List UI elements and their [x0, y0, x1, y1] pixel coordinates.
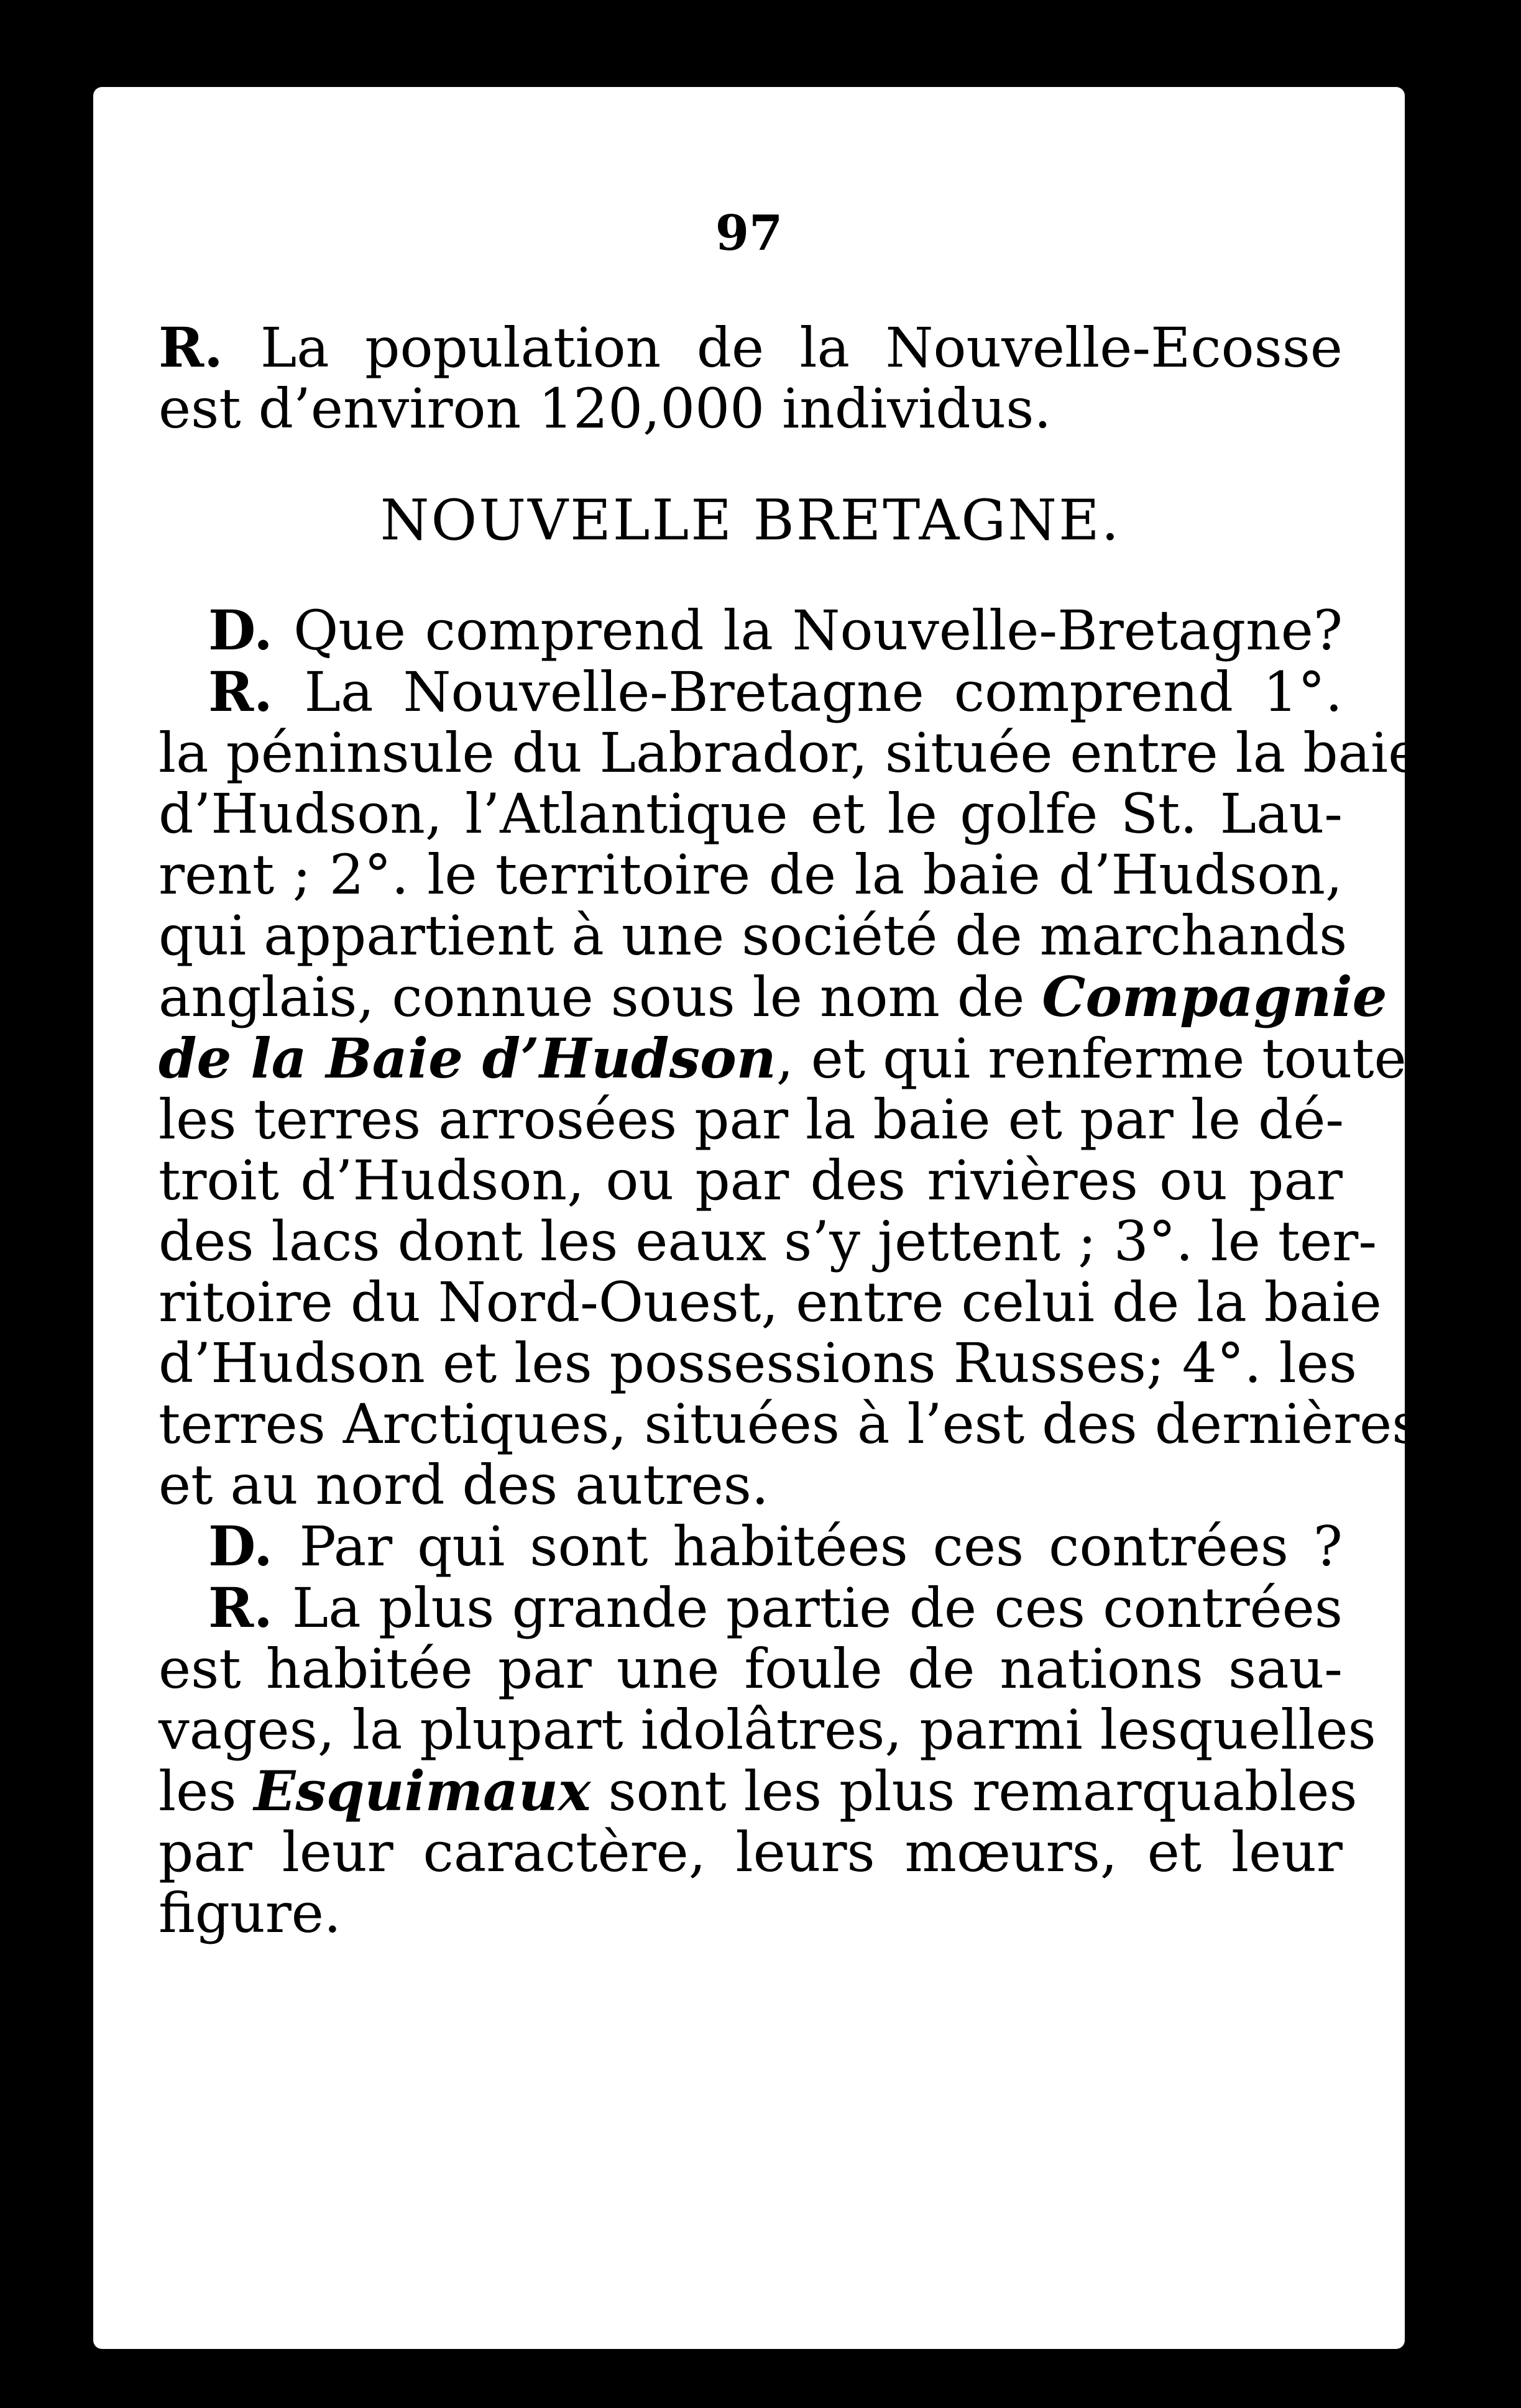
text-run: La population de la Nouvelle-Ecosse — [260, 316, 1343, 380]
text-line — [159, 1209, 1377, 1273]
answer-paragraph — [159, 659, 1438, 1517]
text-run: d’Hudson et les possessions Russes; 4°. les — [159, 1331, 1358, 1395]
text-line — [159, 1698, 1376, 1762]
text-line — [159, 1026, 1435, 1091]
text-line — [159, 964, 1387, 1029]
page-text — [159, 315, 1438, 1945]
text-run: anglais, connue sous le nom de — [159, 965, 1042, 1029]
text-line — [159, 1822, 1343, 1883]
page-number: 97 — [715, 205, 783, 262]
text-line — [159, 1331, 1358, 1395]
italic-term: Esquimaux — [254, 1759, 591, 1823]
text-line — [159, 661, 1343, 723]
text-line — [159, 1639, 1343, 1700]
italic-term: de la Baie d’Hudson — [159, 1026, 776, 1091]
speaker-label: R. — [208, 659, 305, 724]
text-line — [159, 317, 1343, 378]
text-line — [159, 845, 1343, 905]
text-line — [159, 904, 1348, 968]
intro-paragraph — [159, 317, 1343, 439]
answer-paragraph — [159, 1575, 1376, 1945]
speaker-label: D. — [208, 598, 294, 662]
text-run: la péninsule du Labrador, située entre la baie — [159, 721, 1421, 785]
text-run: La plus grande partie de ces contrées — [292, 1576, 1343, 1640]
text-run: vages, la plupart idolâtres, parmi lesquelles — [159, 1698, 1376, 1762]
text-run: qui appartient à une société de marchands — [159, 904, 1348, 968]
book-page — [93, 87, 1438, 2349]
text-run: rent ; 2°. le territoire de la baie d’Hudson, — [159, 843, 1343, 907]
text-line — [159, 378, 1343, 439]
text-run: des lacs dont les eaux s’y jettent ; 3°. le ter- — [159, 1209, 1377, 1273]
text-line — [159, 1150, 1343, 1211]
italic-term: Compagnie — [1042, 964, 1387, 1029]
text-line — [159, 1392, 1438, 1456]
text-line — [159, 1089, 1343, 1150]
speaker-label: R. — [159, 315, 260, 380]
text-run: par leur caractère, leurs mœurs, et leur — [159, 1820, 1343, 1884]
question-answer-section — [159, 598, 1438, 1945]
text-run: figure. — [159, 1881, 341, 1945]
text-line — [159, 1270, 1382, 1334]
section-heading: NOUVELLE BRETAGNE. — [380, 488, 1121, 553]
text-line — [159, 784, 1343, 845]
question-paragraph — [159, 1516, 1343, 1577]
text-run: les — [159, 1759, 254, 1823]
text-run: La Nouvelle-Bretagne comprend 1°. — [304, 660, 1343, 724]
text-run: est habitée par une foule de nations sau- — [159, 1637, 1343, 1701]
text-run: et au nord des autres. — [159, 1453, 769, 1517]
text-run: les terres arrosées par la baie et par le dé- — [159, 1087, 1344, 1151]
text-run: sont les plus remarquables — [590, 1759, 1358, 1823]
text-line — [159, 721, 1421, 785]
question-paragraph — [159, 600, 1343, 661]
text-run: est d’environ 120,000 individus. — [159, 377, 1052, 441]
text-line — [159, 600, 1343, 661]
text-line — [159, 1516, 1343, 1577]
text-run: terres Arctiques, situées à l’est des dernières, — [159, 1392, 1438, 1456]
text-line — [159, 1455, 1343, 1516]
text-run: d’Hudson, l’Atlantique et le golfe St. Lau- — [159, 782, 1343, 846]
text-run: Par qui sont habitées ces contrées ? — [299, 1514, 1343, 1578]
text-run: troit d’Hudson, ou par des rivières ou par — [159, 1148, 1343, 1212]
text-line — [159, 1883, 1343, 1944]
text-run: ritoire du Nord-Ouest, entre celui de la baie — [159, 1270, 1382, 1334]
speaker-label: D. — [208, 1514, 300, 1578]
text-line — [159, 1759, 1358, 1823]
speaker-label: R. — [208, 1575, 292, 1640]
text-run: Que comprend la Nouvelle-Bretagne? — [293, 598, 1343, 662]
answer-paragraph — [159, 317, 1343, 439]
text-line — [159, 1577, 1343, 1639]
text-run: , et qui renferme toutes — [776, 1027, 1435, 1091]
